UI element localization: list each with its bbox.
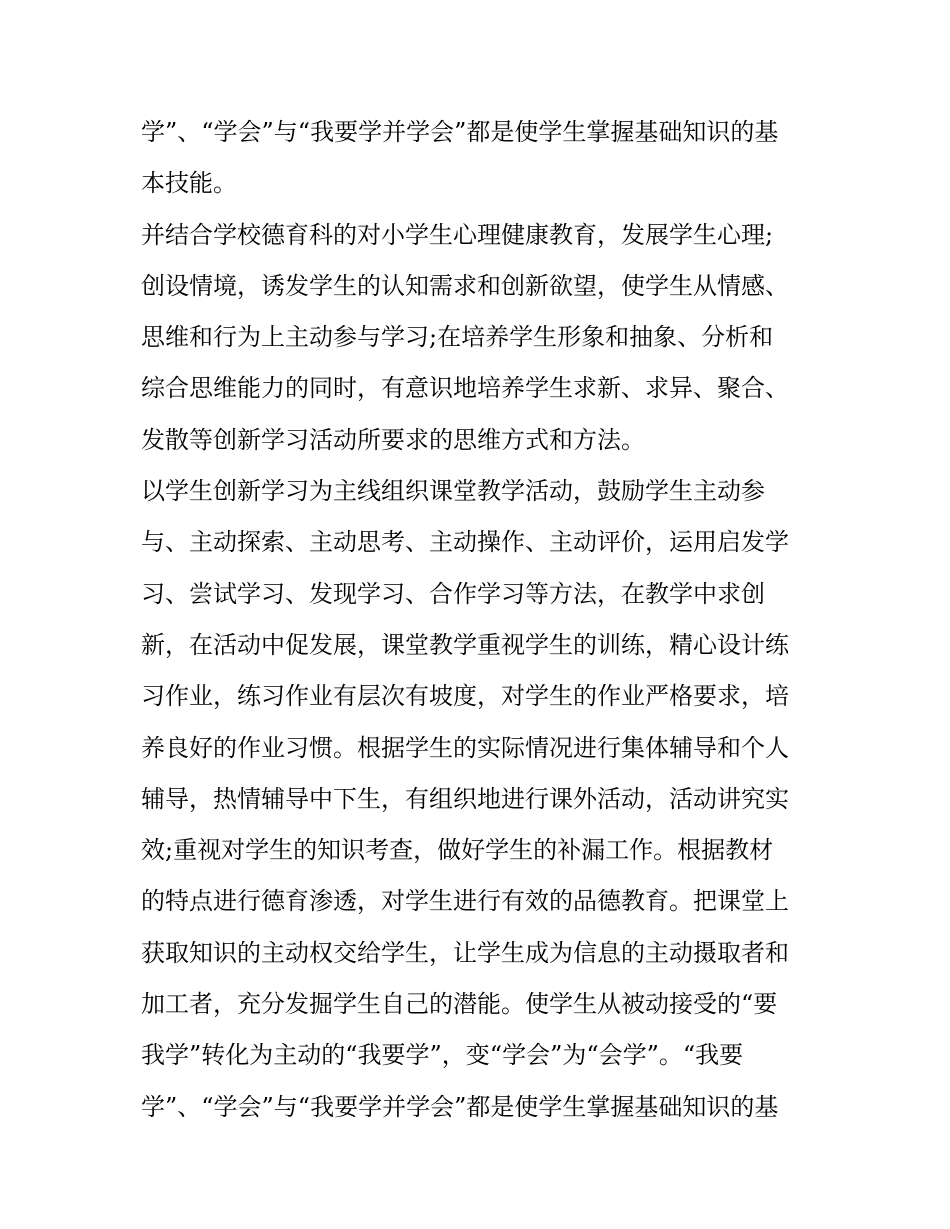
text-line: 创设情境，诱发学生的认知需求和创新欲望，使学生从情感、: [141, 271, 789, 300]
text-line: 我学”转化为主动的“我要学”，变“学会”为“会学”。“我要: [141, 1041, 744, 1070]
text-line: 学”、“学会”与“我要学并学会”都是使学生掌握基础知识的基: [141, 1092, 779, 1121]
text-line: 学”、“学会”与“我要学并学会”都是使学生掌握基础知识的基: [141, 118, 779, 146]
text-line: 养良好的作业习惯。根据学生的实际情况进行集体辅导和个人: [141, 733, 789, 762]
text-line: 以学生创新学习为主线组织课堂教学活动，鼓励学生主动参: [141, 477, 765, 506]
text-line: 与、主动探索、主动思考、主动操作、主动评价，运用启发学: [141, 528, 789, 557]
text-line: 辅导，热情辅导中下生，有组织地进行课外活动，活动讲究实: [141, 784, 789, 813]
text-line: 习作业，练习作业有层次有坡度，对学生的作业严格要求，培: [141, 682, 789, 711]
text-line: 综合思维能力的同时，有意识地培养学生求新、求异、聚合、: [141, 374, 789, 403]
text-line: 并结合学校德育科的对小学生心理健康教育，发展学生心理;: [141, 220, 774, 249]
text-line: 本技能。: [141, 169, 237, 198]
text-line: 新，在活动中促发展，课堂教学重视学生的训练，精心设计练: [141, 630, 789, 659]
text-line: 的特点进行德育渗透，对学生进行有效的品德教育。把课堂上: [141, 887, 789, 916]
text-line: 获取知识的主动权交给学生，让学生成为信息的主动摄取者和: [141, 938, 789, 967]
text-line: 加工者，充分发掘学生自己的潜能。使学生从被动接受的“要: [141, 990, 778, 1019]
text-line: 习、尝试学习、发现学习、合作学习等方法，在教学中求创: [141, 579, 765, 608]
document-body: [141, 107, 821, 1133]
text-line: 发散等创新学习活动所要求的思维方式和方法。: [141, 425, 645, 454]
text-line: 思维和行为上主动参与学习;在培养学生形象和抽象、分析和: [141, 323, 774, 352]
text-line: 效;重视对学生的知识考查，做好学生的补漏工作。根据教材: [141, 836, 774, 865]
